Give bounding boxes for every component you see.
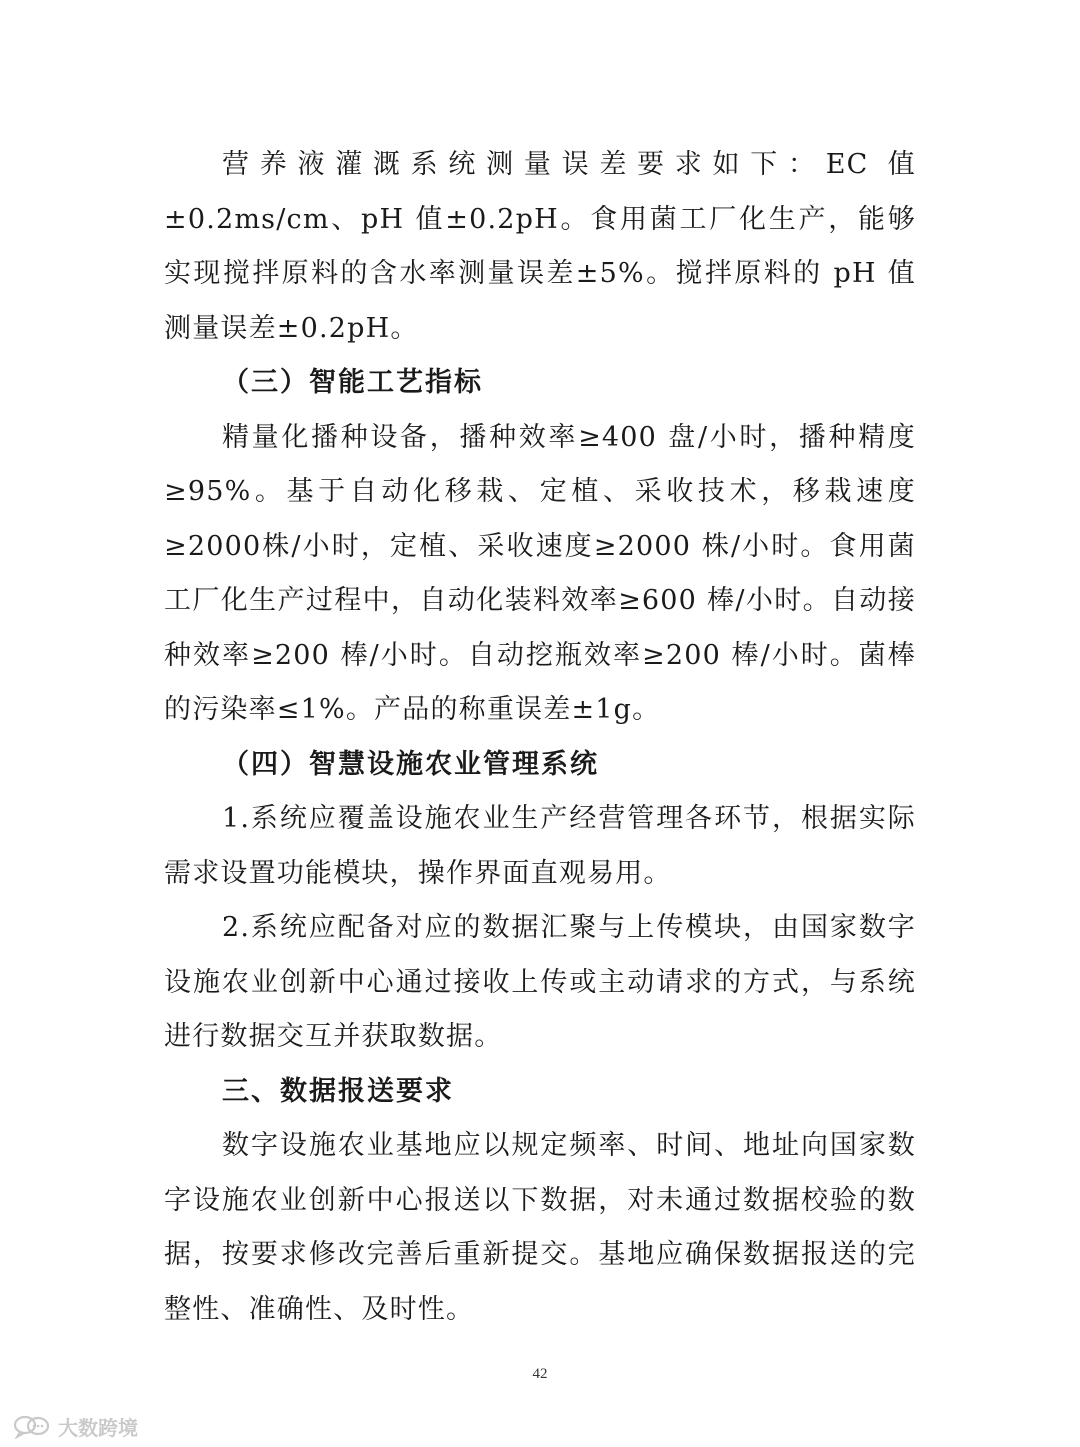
heading-smart-process-indicators: （三）智能工艺指标 — [222, 367, 483, 398]
watermark — [12, 1412, 138, 1440]
paragraph-nutrient-irrigation-error: 营养液灌溉系统测量误差要求如下：EC 值±0.2ms/cm、pH 值±0.2pH。食用菌工厂化生产，能够实现搅拌原料的含水率测量误差±5%。搅拌原料的 pH 值测量误差±0.2pH。 — [164, 149, 916, 344]
heading-smart-facility-management-system: （四）智慧设施农业管理系统 — [222, 748, 599, 780]
paragraph-data-upload-module: 2.系统应配备对应的数据汇聚与上传模块，由国家数字设施农业创新中心通过接收上传或主动请求的方式，与系统进行数据交互并获取数据。 — [164, 912, 916, 1052]
paragraph-data-reporting-requirements: 数字设施农业基地应以规定频率、时间、地址向国家数字设施农业创新中心报送以下数据，对未通过数据校验的数据，按要求修改完善后重新提交。基地应确保数据报送的完整性、准确性、及时性。 — [164, 1130, 916, 1325]
watermark-text: 大数跨境 — [58, 1415, 138, 1440]
paragraph-system-coverage: 1.系统应覆盖设施农业生产经营管理各环节，根据实际需求设置功能模块，操作界面直观易用。 — [164, 803, 916, 889]
page-number: 42 — [532, 1366, 548, 1382]
speech-bubbles-logo-icon — [12, 1413, 52, 1439]
section-heading-data-reporting: 三、数据报送要求 — [222, 1075, 454, 1107]
paragraph-seeding-efficiency: 精量化播种设备，播种效率≥400 盘/小时，播种精度≥95%。基于自动化移栽、定植、采收技术，移栽速度≥2000株/小时，定植、采收速度≥2000 株/小时。食用菌工厂化生产过程中，自动化装料效率≥600 棒/小时。自动接种效率≥200 棒/小时。自动挖瓶效率≥200 棒/小时。菌棒的污染率≤1%。产品的称重误差±1g。 — [164, 421, 916, 725]
document-body — [164, 138, 916, 1337]
